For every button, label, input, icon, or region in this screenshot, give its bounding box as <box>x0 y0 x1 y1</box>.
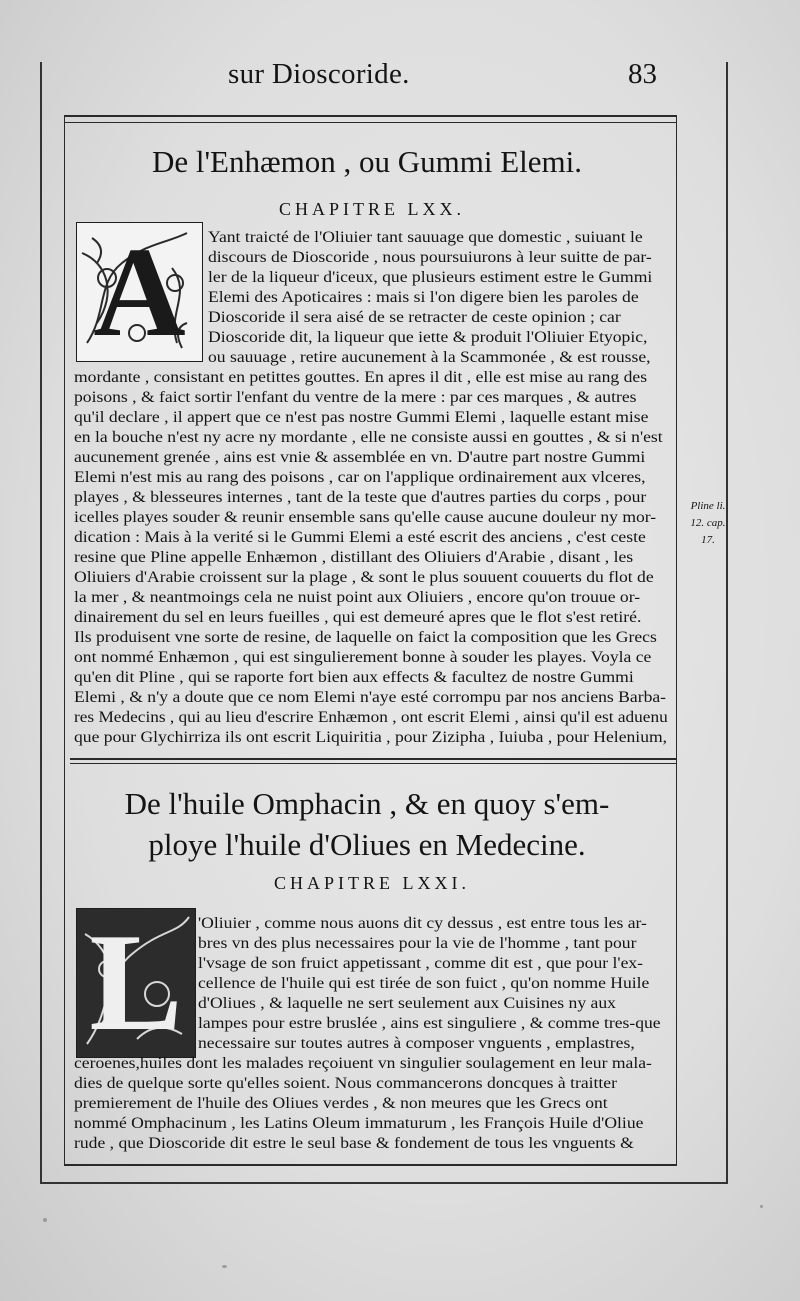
text-line: poisons , & faict sortir l'enfant du ventre de la mere : par ces marques , & autres <box>74 389 637 406</box>
text-line: qu'en dit Pline , qui se raporte fort bien aux effects & facultez de nostre Gummi <box>74 669 634 686</box>
text-line: Elemi des Apoticaires : mais si l'on digere bien les paroles de <box>208 289 639 306</box>
running-title: sur Dioscoride. <box>228 58 410 90</box>
margin-note-line: Pline li. <box>690 500 726 512</box>
text-line: ler de la liqueur d'iceux, que plusieurs estiment estre le Gummi <box>208 269 653 286</box>
text-line: 'Oliuier , comme nous auons dit cy dessus , est entre tous les ar- <box>198 915 647 932</box>
text-line: premierement de l'huile des Oliues verdes , & non meures que les Grecs ont <box>74 1095 608 1112</box>
text-line: cellence de l'huile qui est tirée de son fuict , qu'on nomme Huile <box>198 975 650 992</box>
text-line: en la bouche n'est ny acre ny mordante , elle ne consiste aussi en gouttes , & si n'est <box>74 429 663 446</box>
text-line: ceroenes,huiles dont les malades reçoiuent vn singulier soulagement en leur mala- <box>74 1055 652 1072</box>
text-line: res Medecins , qui au lieu d'escrire Enhæmon , ont escrit Elemi , ainsi qu'il est aduenu <box>74 709 668 726</box>
initial-letter: L <box>89 908 183 1058</box>
text-line: playes , & blesseures internes , tant de la teste que d'autres parties du corps , pour <box>74 489 647 506</box>
text-line: lampes pour estre bruslée , ains est singuliere , & comme tres-que <box>198 1015 661 1032</box>
outer-frame-bottom <box>40 1182 728 1184</box>
text-line: qu'il declare , il appert que ce n'est pas nostre Gummi Elemi , laquelle estant mise <box>74 409 649 426</box>
outer-frame-right <box>726 62 728 1184</box>
text-line: Elemi , & n'y a doute que ce nom Elemi n'aye esté corrompu par nos anciens Barba- <box>74 689 667 706</box>
text-line: Oliuiers d'Arabie croissent sur la plage , & sont le plus souuent couuerts du flot de <box>74 569 654 586</box>
text-line: resine que Pline appelle Enhæmon , distillant des Oliuiers d'Arabie , disant , les <box>74 549 634 566</box>
outer-frame-left <box>40 62 42 1184</box>
text-line: d'Oliues , & laquelle ne sert seulement aux Cuisines ny aux <box>198 995 616 1012</box>
paper-speck <box>222 1265 227 1268</box>
text-line: rude , que Dioscoride dit estre le seul base & fondement de tous les vnguents & <box>74 1135 634 1152</box>
section2-title-line2: ploye l'huile d'Oliues en Medecine. <box>148 827 586 862</box>
text-line: la mer , & neantmoings cela ne nuist point aux Oliuiers , encore qu'on trouue or- <box>74 589 641 606</box>
margin-note <box>678 498 738 549</box>
section1-title: De l'Enhæmon , ou Gummi Elemi. <box>151 144 583 179</box>
text-line: Dioscoride il sera aisé de se retracter de ceste opinion ; car <box>208 309 621 326</box>
text-line: Elemi n'est mis au rang des poisons , car on l'applique ordinairement aux vlceres, <box>74 469 646 486</box>
decorated-initial-l <box>76 908 196 1058</box>
text-line: icelles playes souder & reunir ensemble sans qu'elle cause aucune douleur ny mor- <box>74 509 657 526</box>
margin-note-line: 17. <box>701 534 715 546</box>
text-line: l'vsage de son fruict appetissant , comme dit est , que pour l'ex- <box>198 955 644 972</box>
section2-title-line1: De l'huile Omphacin , & en quoy s'em- <box>124 786 610 821</box>
text-line: Yant traicté de l'Oliuier tant sauuage que domestic , suiuant le <box>208 229 643 246</box>
text-line: bres vn des plus necessaires pour la vie de l'homme , tant pour <box>198 935 637 952</box>
text-line: dication : Mais à la verité si le Gummi Elemi a esté escrit des anciens , c'est ceste <box>74 529 646 546</box>
section-divider <box>70 758 676 760</box>
text-line: discours de Dioscoride , nous poursuiurons à leur suitte de par- <box>208 249 652 266</box>
text-line: Dioscoride dit, la liqueur que iette & produit l'Oliuier Etyopic, <box>208 329 648 346</box>
text-line: mordante , consistant en petittes gouttes. En apres il dit , elle est mise au rang des <box>74 369 648 386</box>
frame-double-rule <box>64 122 677 123</box>
text-line: necessaire sur toutes autres à composer vnguents , emplastres, <box>198 1035 635 1052</box>
page-number: 83 <box>628 58 657 90</box>
decorated-initial-a <box>76 222 203 362</box>
text-line: nommé Omphacinum , les Latins Oleum immaturum , les François Huile d'Oliue <box>74 1115 644 1132</box>
section1-chapter-heading: CHAPITRE LXX. <box>279 199 465 219</box>
text-line: Ils produisent vne sorte de resine, de laquelle on faict la composition que les Grecs <box>74 629 657 646</box>
text-line: ont nommé Enhæmon , qui est singulierement bonne à souder les playes. Voyla ce <box>74 649 652 666</box>
paper-speck <box>760 1205 763 1208</box>
text-line: dies de quelque sorte qu'elles soient. Nous commancerons doncques à traitter <box>74 1075 617 1092</box>
text-line: que pour Glychirriza ils ont escrit Liquiritia , pour Ziziphа , Iuiuba , pour Helenium, <box>74 729 668 746</box>
section-divider-thin <box>70 763 676 764</box>
initial-letter: A <box>93 222 186 362</box>
running-head <box>170 58 730 98</box>
section2-chapter-heading: CHAPITRE LXXI. <box>274 873 470 893</box>
text-line: ou sauuage , retire aucunement à la Scammonée , & est rousse, <box>208 349 651 366</box>
paper-speck <box>43 1218 47 1222</box>
text-line: aucunement grenée , ains est vnie & assemblée en vn. D'autre part nostre Gummi <box>74 449 646 466</box>
text-line: dinairement du sel en leurs fueilles , qui est demeuré apres que le flot s'est retiré. <box>74 609 642 626</box>
margin-note-line: 12. cap. <box>690 517 726 529</box>
